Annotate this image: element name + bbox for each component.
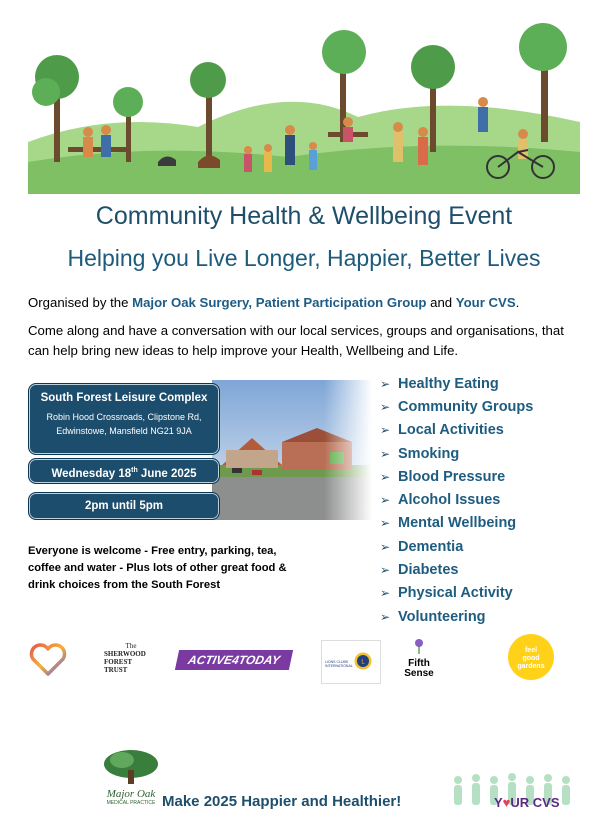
topic-label: Physical Activity — [398, 585, 513, 602]
arrow-icon: ➢ — [380, 586, 391, 601]
organisers-suffix: . — [515, 295, 520, 310]
topic-label: Mental Wellbeing — [398, 515, 517, 532]
date-box — [28, 458, 220, 484]
date-day: Wednesday 18 — [51, 467, 132, 480]
footer-slogan: Make 2025 Happier and Healthier! — [162, 793, 402, 810]
fifth-sense-line1: Fifth — [408, 658, 430, 669]
list-item — [380, 488, 533, 511]
topic-label: Blood Pressure — [398, 468, 506, 485]
time-box: 2pm until 5pm — [28, 492, 220, 520]
sherwood-logo-line2: SHERWOOD — [104, 650, 146, 658]
major-oak-line2: MEDICAL PRACTICE — [106, 800, 156, 806]
sherwood-forest-trust-logo — [104, 642, 158, 682]
topic-label: Smoking — [398, 445, 460, 462]
sherwood-logo-line1: The — [125, 642, 137, 650]
list-item — [380, 372, 533, 395]
arrow-icon: ➢ — [380, 563, 391, 578]
list-item — [380, 395, 533, 418]
arrow-icon: ➢ — [380, 516, 391, 531]
your-cvs-logo — [494, 795, 560, 810]
sherwood-logo-line4: TRUST — [104, 666, 128, 674]
community-park-illustration — [28, 22, 580, 194]
arrow-icon: ➢ — [380, 376, 391, 391]
arrow-icon: ➢ — [380, 446, 391, 461]
organisers-and: and — [426, 295, 456, 310]
feel-good-gardens-logo — [508, 634, 554, 680]
arrow-icon: ➢ — [380, 539, 391, 554]
sherwood-logo-line3: FOREST — [104, 658, 133, 666]
active4today-logo: ACTIVE4TODAY — [175, 650, 293, 670]
list-item — [380, 605, 533, 628]
list-item — [380, 582, 533, 605]
lions-clubs-text: LIONS CLUBS INTERNATIONAL — [325, 660, 353, 668]
organisers-text — [28, 293, 588, 313]
welcome-text: Everyone is welcome - Free entry, parking, tea, coffee and water - Plus lots of other great food & drink choices from the South Forest — [28, 545, 287, 591]
feelgood-line1: feel — [524, 647, 538, 654]
organiser-your-cvs: Your CVS — [455, 295, 516, 310]
topic-label: Volunteering — [398, 608, 486, 625]
topic-label: Alcohol Issues — [398, 492, 501, 509]
heart-icon: ♥ — [502, 795, 511, 810]
list-item — [380, 465, 533, 488]
organiser-major-oak: Major Oak Surgery, Patient Participation Group — [132, 295, 427, 310]
arrow-icon: ➢ — [380, 399, 391, 414]
venue-address-line2: Edwinstowe, Mansfield NG21 9JA — [56, 426, 192, 436]
arrow-icon: ➢ — [380, 493, 391, 508]
heart-icon — [28, 642, 68, 678]
event-subtitle: Helping you Live Longer, Happier, Better Lives — [67, 245, 541, 271]
list-item — [380, 535, 533, 558]
event-title: Community Health & Wellbeing Event — [95, 202, 513, 230]
major-oak-line1: Major Oak — [106, 788, 156, 800]
arrow-icon: ➢ — [380, 423, 391, 438]
oak-tree-icon — [102, 748, 160, 784]
your-cvs-rest: UR CVS — [510, 795, 560, 810]
topic-label: Diabetes — [398, 562, 459, 579]
major-oak-logo — [99, 748, 163, 810]
arrow-icon: ➢ — [380, 469, 391, 484]
date-rest: June 2025 — [137, 467, 197, 480]
your-cvs-y: Y — [494, 795, 503, 810]
feelgood-line3: gardens — [517, 663, 545, 670]
topic-label: Healthy Eating — [398, 375, 499, 392]
venue-address-line1: Robin Hood Crossroads, Clipstone Rd, — [46, 412, 202, 422]
topics-list — [380, 372, 533, 628]
list-item — [380, 419, 533, 442]
lions-emblem-icon — [354, 652, 372, 670]
arrow-icon: ➢ — [380, 609, 391, 624]
topic-label: Dementia — [398, 538, 464, 555]
fifth-sense-logo — [398, 638, 440, 684]
fifth-sense-line2: Sense — [404, 668, 434, 679]
list-item — [380, 558, 533, 581]
list-item — [380, 442, 533, 465]
feelgood-line2: good — [522, 655, 540, 662]
date-ordinal: th — [131, 467, 138, 474]
topic-label: Community Groups — [398, 398, 534, 415]
venue-photo — [212, 380, 372, 520]
venue-box — [28, 383, 220, 455]
organisers-prefix: Organised by the — [28, 295, 133, 310]
lions-clubs-logo — [321, 640, 381, 684]
svg-text:L: L — [361, 659, 365, 666]
list-item — [380, 512, 533, 535]
intro-text: Come along and have a conversation with our local services, groups and organisations, that can help bring new ideas to help improve your Health, Wellbeing and Life. — [28, 323, 564, 358]
topic-label: Local Activities — [398, 422, 504, 439]
venue-name: South Forest Leisure Complex — [40, 392, 208, 404]
flower-icon — [412, 638, 426, 654]
